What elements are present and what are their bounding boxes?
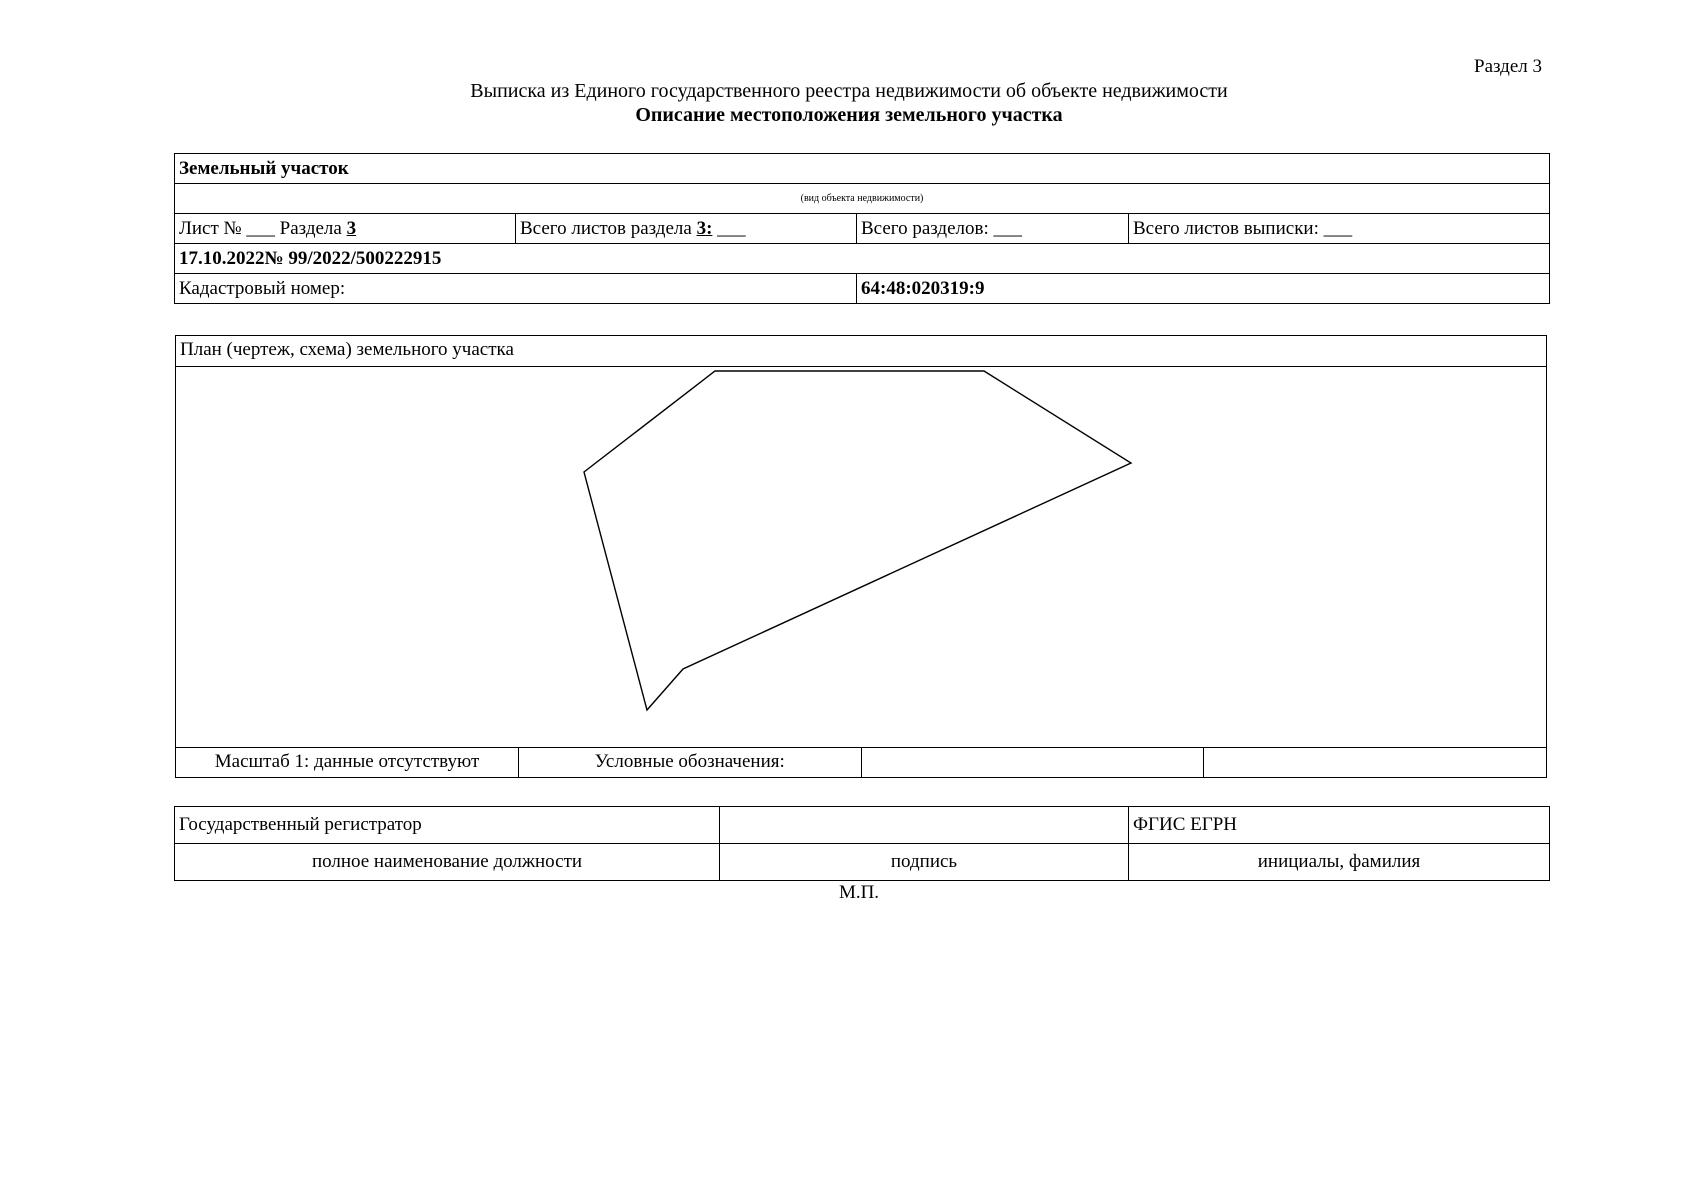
sheet-number-section: 3 (346, 217, 357, 239)
plan-title: План (чертеж, схема) земельного участка (176, 336, 1546, 367)
plan-box (175, 335, 1547, 778)
document-title: Выписка из Единого государственного реестра недвижимости об объекте недвижимости (470, 80, 1228, 102)
signature-field (720, 807, 1129, 844)
date-number: 17.10.2022№ 99/2022/500222915 (175, 244, 1550, 274)
sheet-number (175, 214, 516, 244)
total-section-sheets-section: 3: (696, 217, 713, 239)
object-info-table (174, 153, 1550, 304)
total-section-sheets-prefix: Всего листов раздела (520, 217, 697, 239)
section-label: Раздел 3 (1474, 56, 1542, 77)
object-type: Земельный участок (175, 154, 1550, 184)
total-section-sheets-suffix: ___ (712, 217, 746, 239)
object-type-caption: (вид объекта недвижимости) (175, 184, 1550, 214)
position-caption: полное наименование должности (175, 844, 720, 881)
signature-table (174, 806, 1550, 881)
sheet-number-prefix: Лист № ___ Раздела (179, 217, 347, 239)
legend-cell-4 (1204, 747, 1547, 777)
legend-row (176, 747, 1546, 778)
document-subtitle: Описание местоположения земельного участка (635, 104, 1063, 126)
land-plot-boundary (584, 371, 1131, 710)
cadastral-label: Кадастровый номер: (175, 274, 857, 304)
total-sections: Всего разделов: ___ (857, 214, 1129, 244)
registrar-name: ФГИС ЕГРН (1129, 807, 1550, 844)
cadastral-number: 64:48:020319:9 (857, 274, 1550, 304)
scale-text: Масштаб 1: данные отсутствуют (176, 747, 519, 777)
land-plot-drawing (176, 336, 1548, 779)
total-section-sheets (516, 214, 857, 244)
legend-cell-3 (861, 747, 1204, 777)
name-caption: инициалы, фамилия (1129, 844, 1550, 881)
registrar-position: Государственный регистратор (175, 807, 720, 844)
legend-label: Условные обозначения: (519, 747, 862, 777)
signature-caption: подпись (720, 844, 1129, 881)
total-extract-sheets: Всего листов выписки: ___ (1129, 214, 1550, 244)
stamp-place: М.П. (838, 882, 880, 903)
